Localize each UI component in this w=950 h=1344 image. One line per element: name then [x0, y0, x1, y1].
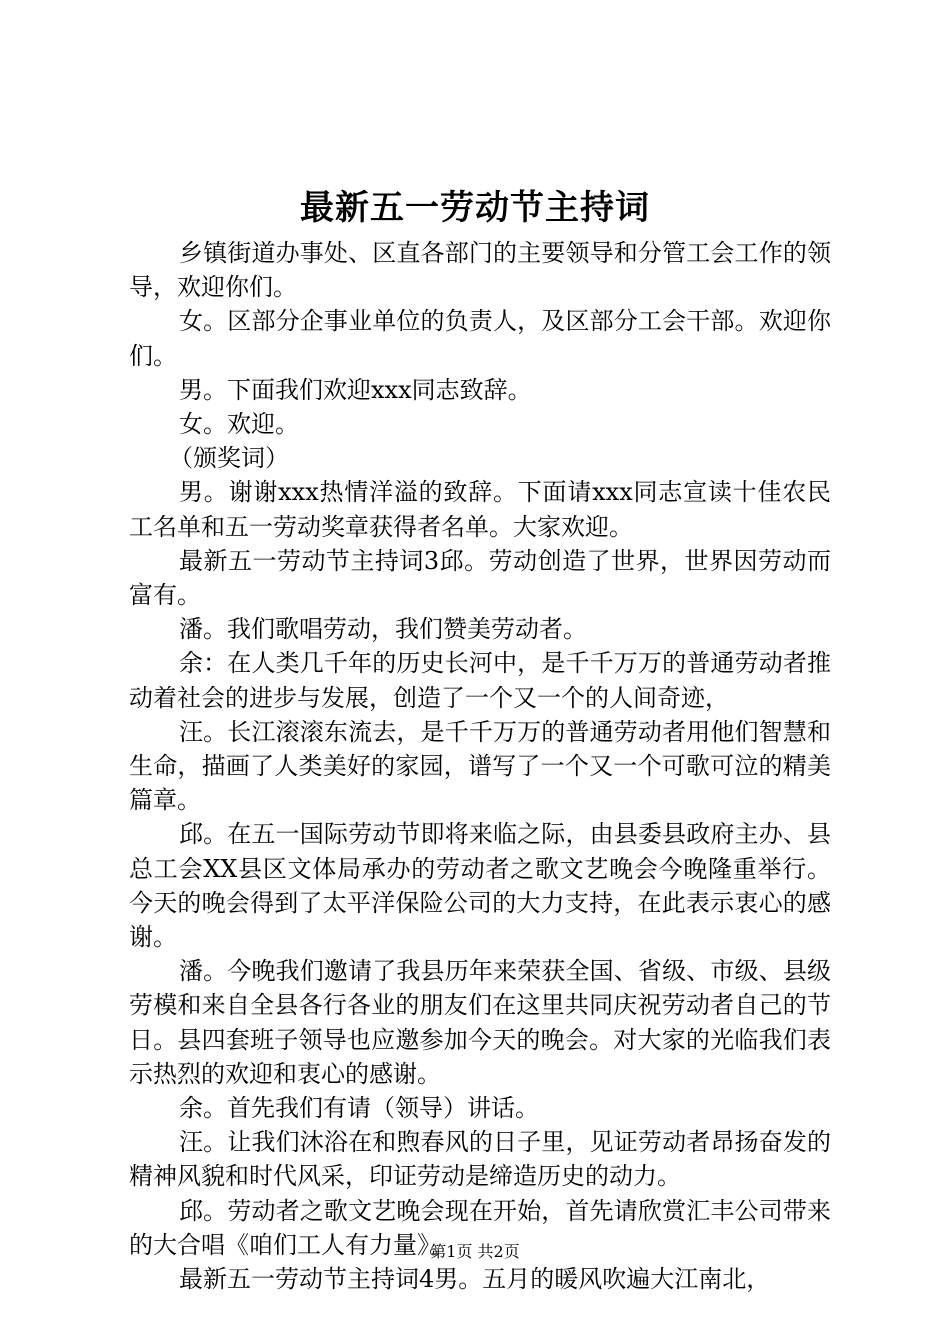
paragraph: 余：在人类几千年的历史长河中，是千千万万的普通劳动者推动着社会的进步与发展，创造了一个又一个的人间奇迹，	[129, 649, 831, 712]
paragraph: 男。下面我们欢迎xxx同志致辞。	[179, 375, 532, 404]
page-number-footer: 第1页 共2页	[430, 1242, 520, 1261]
paragraph: 潘。我们歌唱劳动，我们赞美劳动者。	[179, 615, 587, 644]
document-body	[129, 236, 831, 1296]
paragraph: 乡镇街道办事处、区直各部门的主要领导和分管工会工作的领导，欢迎你们。	[129, 239, 831, 302]
paragraph: 男。谢谢xxx热情洋溢的致辞。下面请xxx同志宣读十佳农民工名单和五一劳动奖章获得者名单。大家欢迎。	[129, 478, 831, 541]
paragraph: 女。欢迎。	[179, 410, 299, 439]
paragraph: 余。首先我们有请（领导）讲话。	[179, 1094, 539, 1123]
paragraph: 潘。今晚我们邀请了我县历年来荣获全国、省级、市级、县级劳模和来自全县各行各业的朋友们在这里共同庆祝劳动者自己的节日。县四套班子领导也应邀参加今天的晚会。对大家的光临我们表示热烈的欢迎和衷心的感谢。	[129, 957, 831, 1088]
paragraph: 邱。在五一国际劳动节即将来临之际，由县委县政府主办、县总工会XX县区文体局承办的劳动者之歌文艺晚会今晚隆重举行。今天的晚会得到了太平洋保险公司的大力支持，在此表示衷心的感谢。	[129, 820, 831, 952]
paragraph: 邱。劳动者之歌文艺晚会现在开始，首先请欣赏汇丰公司带来的大合唱《咱们工人有力量》。	[129, 1196, 831, 1259]
paragraph: 最新五一劳动节主持词3邱。劳动创造了世界，世界因劳动而富有。	[129, 546, 831, 610]
paragraph: 最新五一劳动节主持词4男。五月的暖风吹遍大江南北，	[179, 1265, 771, 1294]
paragraph: 女。区部分企事业单位的负责人，及区部分工会干部。欢迎你们。	[129, 307, 831, 370]
paragraph: 汪。让我们沐浴在和煦春风的日子里，见证劳动者昂扬奋发的精神风貌和时代风采，印证劳动是缔造历史的动力。	[129, 1128, 831, 1191]
paragraph: 汪。长江滚滚东流去，是千千万万的普通劳动者用他们智慧和生命，描画了人类美好的家园，谱写了一个又一个可歌可泣的精美篇章。	[129, 717, 831, 815]
paragraph: （颁奖词）	[169, 444, 289, 473]
document-title: 最新五一劳动节主持词	[300, 188, 650, 228]
